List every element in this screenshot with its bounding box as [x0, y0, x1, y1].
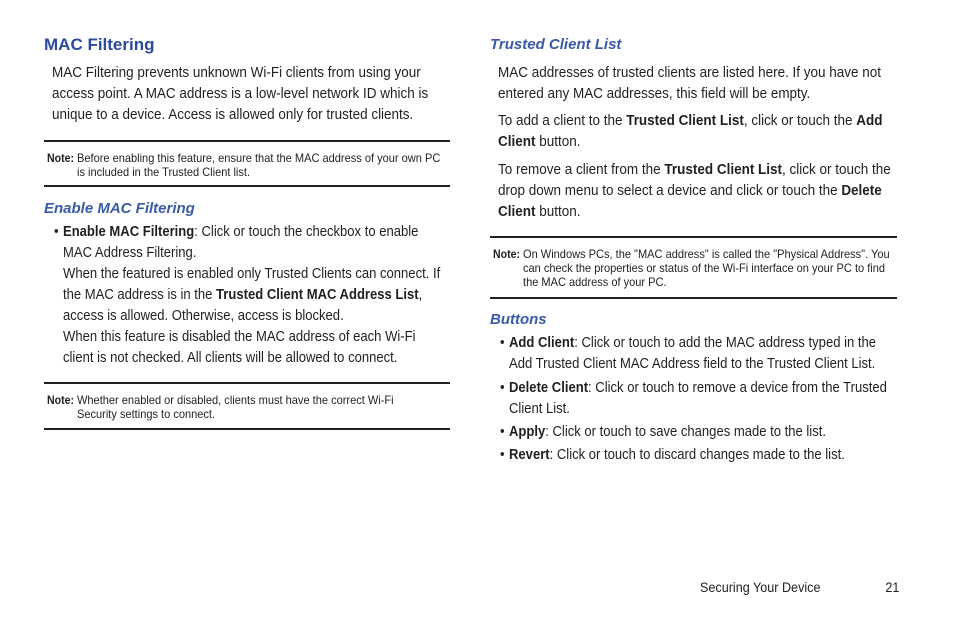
- page-footer: [700, 579, 900, 595]
- bullet-term: Revert: [509, 447, 550, 463]
- subheading-trusted-client-list: Trusted Client List: [490, 36, 622, 53]
- note-label: Note:: [493, 247, 520, 261]
- note-text: Whether enabled or disabled, clients must have the correct Wi-Fi Security settings to connect.: [77, 393, 394, 421]
- remove-client-paragraph: [498, 160, 896, 223]
- text-run: , click or touch the drop down menu to select a device and click or touch the: [498, 162, 891, 199]
- bold-run: Trusted Client List: [626, 113, 744, 129]
- text-run: To add a client to the: [498, 113, 627, 129]
- bullet-desc: : Click or touch to remove a device from the Trusted Client List.: [509, 380, 887, 417]
- subheading-buttons: Buttons: [490, 311, 547, 328]
- note-label: Note:: [47, 393, 74, 407]
- footer-section-title: Securing Your Device: [700, 579, 821, 595]
- bold-run: Trusted Client List: [664, 162, 783, 178]
- bullet-paragraph: When this feature is disabled the MAC address of each Wi-Fi client is not checked. All clients will be allowed to connect.: [63, 329, 416, 366]
- bullet-desc: : Click or touch to save changes made to the list.: [545, 424, 826, 440]
- intro-paragraph: MAC Filtering prevents unknown Wi-Fi clients from using your access point. A MAC address is a low-level network ID which is unique to a device. Access is allowed only for trusted clients.: [52, 65, 429, 123]
- list-item: [500, 378, 894, 420]
- trusted-list-paragraph: MAC addresses of trusted clients are listed here. If you have not entered any MAC addresses, this field will be empty.: [498, 65, 882, 102]
- bold-run: Add Client: [498, 113, 883, 150]
- page-number: 21: [885, 579, 900, 595]
- list-item: [500, 445, 894, 466]
- bullet-term: Add Client: [509, 335, 575, 351]
- text-run: button.: [535, 134, 581, 150]
- bullet-glyph: •: [500, 380, 505, 396]
- list-item: [54, 222, 448, 264]
- bold-run: Delete Client: [498, 183, 882, 220]
- bullet-desc: : Click or touch the checkbox to enable MAC Address Filtering.: [63, 224, 419, 261]
- text-run: , access is allowed. Otherwise, access is blocked.: [63, 287, 423, 324]
- bullet-glyph: •: [54, 224, 59, 240]
- add-client-paragraph: [498, 111, 896, 153]
- list-item: [500, 422, 894, 443]
- bullet-paragraph: [63, 264, 448, 327]
- bullet-term: Apply: [509, 424, 546, 440]
- subheading-enable-mac-filtering: Enable MAC Filtering: [44, 200, 195, 217]
- bullet-glyph: •: [500, 335, 505, 351]
- bullet-desc: : Click or touch to add the MAC address typed in the Add Trusted Client MAC Address field to the Trusted Client List.: [509, 335, 877, 372]
- text-run: When the featured is enabled only Trusted Clients can connect. If the MAC address is in the: [63, 266, 441, 303]
- bullet-desc: : Click or touch to discard changes made to the list.: [549, 447, 845, 463]
- note-label: Note:: [47, 151, 74, 165]
- text-run: button.: [535, 204, 581, 220]
- note-box: [44, 382, 450, 430]
- bullet-term: Enable MAC Filtering: [63, 224, 195, 240]
- bullet-term: Delete Client: [509, 380, 589, 396]
- note-box: [490, 236, 897, 299]
- note-box: [44, 140, 450, 187]
- section-title: MAC Filtering: [44, 35, 155, 54]
- note-text: Before enabling this feature, ensure that the MAC address of your own PC is included in the Trusted Client list.: [77, 151, 441, 179]
- bullet-glyph: •: [500, 447, 505, 463]
- text-run: , click or touch the: [743, 113, 857, 129]
- text-run: To remove a client from the: [498, 162, 665, 178]
- list-item: [500, 333, 894, 375]
- note-text: On Windows PCs, the "MAC address" is called the "Physical Address". You can check the properties or status of the Wi-Fi interface on your PC to find the MAC address of your PC.: [523, 247, 890, 289]
- bullet-glyph: •: [500, 424, 505, 440]
- bold-run: Trusted Client MAC Address List: [216, 287, 419, 303]
